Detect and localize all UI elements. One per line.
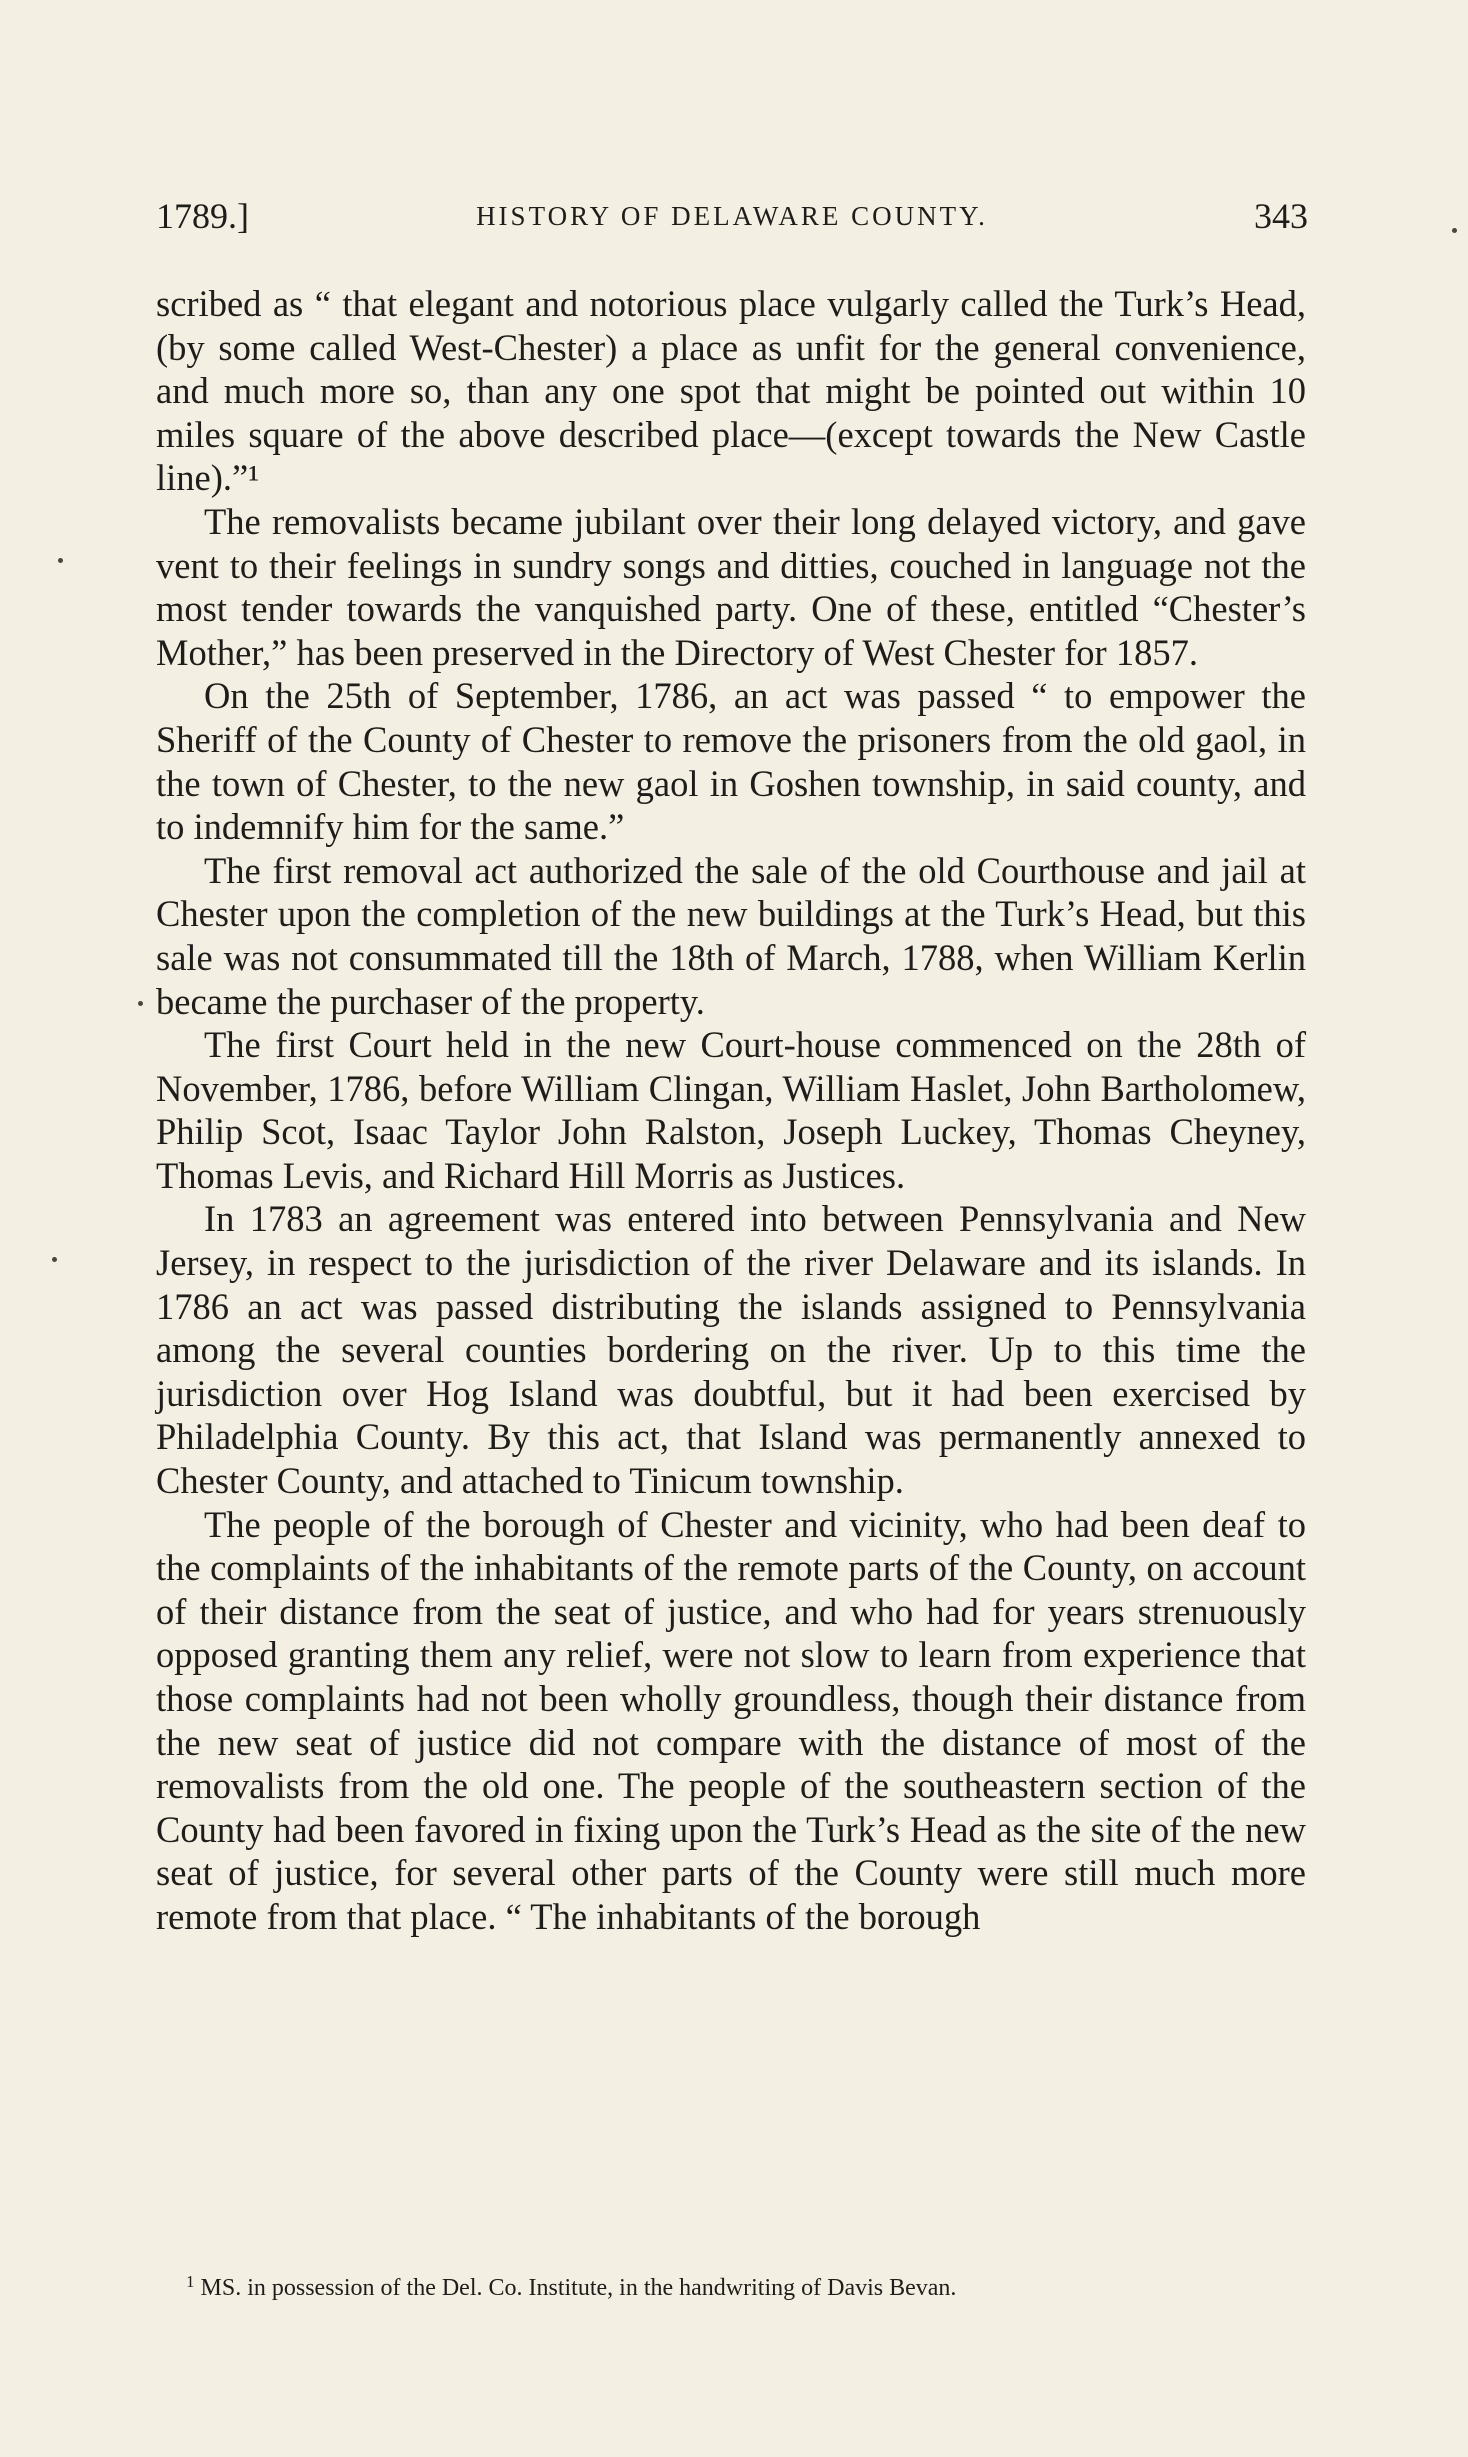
paragraph-5: The first Court held in the new Court-house commenced on the 28th of November, 1786, before William Clingan, William Haslet, John Bartholomew, Philip Scot, Isaac Taylor John Ralston, Joseph Luckey, Thomas Cheyney, Thomas Levis, and Richard Hill Morris as Justices. <box>156 1024 1306 1196</box>
paragraph-1: scribed as “ that elegant and notorious place vulgarly called the Turk’s Head, (by some called West-Chester) a place as unfit for the general convenience, and much more so, than any one spot that might be pointed out within 10 miles square of the above described place—(except towards the New Castle line).”¹ <box>156 283 1306 499</box>
paragraph-2: The removalists became jubilant over their long delayed victory, and gave vent to their feelings in sundry songs and ditties, couched in language not the most tender towards the vanquished party. One of these, entitled “Chester’s Mother,” has been preserved in the Directory of West Chester for 1857. <box>156 500 1306 673</box>
paragraph-7: The people of the borough of Chester and vicinity, who had been deaf to the complaints of the inhabitants of the remote parts of the County, on account of their distance from the seat of justice, and who had for years strenuously opposed granting them any relief, were not slow to learn from experience that those complaints had not been wholly groundless, though their distance from the new seat of justice did not compare with the distance of most of the removalists from the old one. The people of the southeastern section of the County had been favored in fixing upon the Turk’s Head as the site of the new seat of justice, for several other parts of the County were still much more remote from that place. “ The inhabitants of the borough <box>156 1503 1306 1937</box>
paragraph-4: The first removal act authorized the sale of the old Courthouse and jail at Chester upon the completion of the new buildings at the Turk’s Head, but this sale was not consummated till the 18th of March, 1788, when William Kerlin became the purchaser of the property. <box>156 849 1306 1022</box>
page-number: 343 <box>1254 196 1308 236</box>
paper-speck <box>1452 228 1457 233</box>
header-title: HISTORY OF DELAWARE COUNTY. <box>476 201 988 231</box>
paper-speck <box>138 1001 143 1006</box>
footnote <box>186 2266 1306 2304</box>
footnote-text: MS. in possession of the Del. Co. Institute, in the handwriting of Davis Bevan. <box>200 2275 957 2301</box>
paragraph-3: On the 25th of September, 1786, an act was passed “ to empower the Sheriff of the County of Chester to remove the prisoners from the old gaol, in the town of Chester, to the new gaol in Goshen township, in said county, and to indemnify him for the same.” <box>156 675 1306 848</box>
header-year: 1789.] <box>156 196 249 236</box>
paragraph-6: In 1783 an agreement was entered into between Pennsylvania and New Jersey, in respect to the jurisdiction of the river Delaware and its islands. In 1786 an act was passed distributing the islands assigned to Pennsylvania among the several counties bordering on the river. Up to this time the jurisdiction over Hog Island was doubtful, but it had been exercised by Philadelphia County. By this act, that Island was permanently annexed to Chester County, and attached to Tinicum township. <box>156 1198 1306 1502</box>
running-header <box>156 192 1308 240</box>
paper-speck <box>58 558 63 563</box>
paper-speck <box>52 1257 57 1262</box>
footnote-mark: 1 <box>186 2272 195 2291</box>
body-text <box>156 282 1306 1939</box>
